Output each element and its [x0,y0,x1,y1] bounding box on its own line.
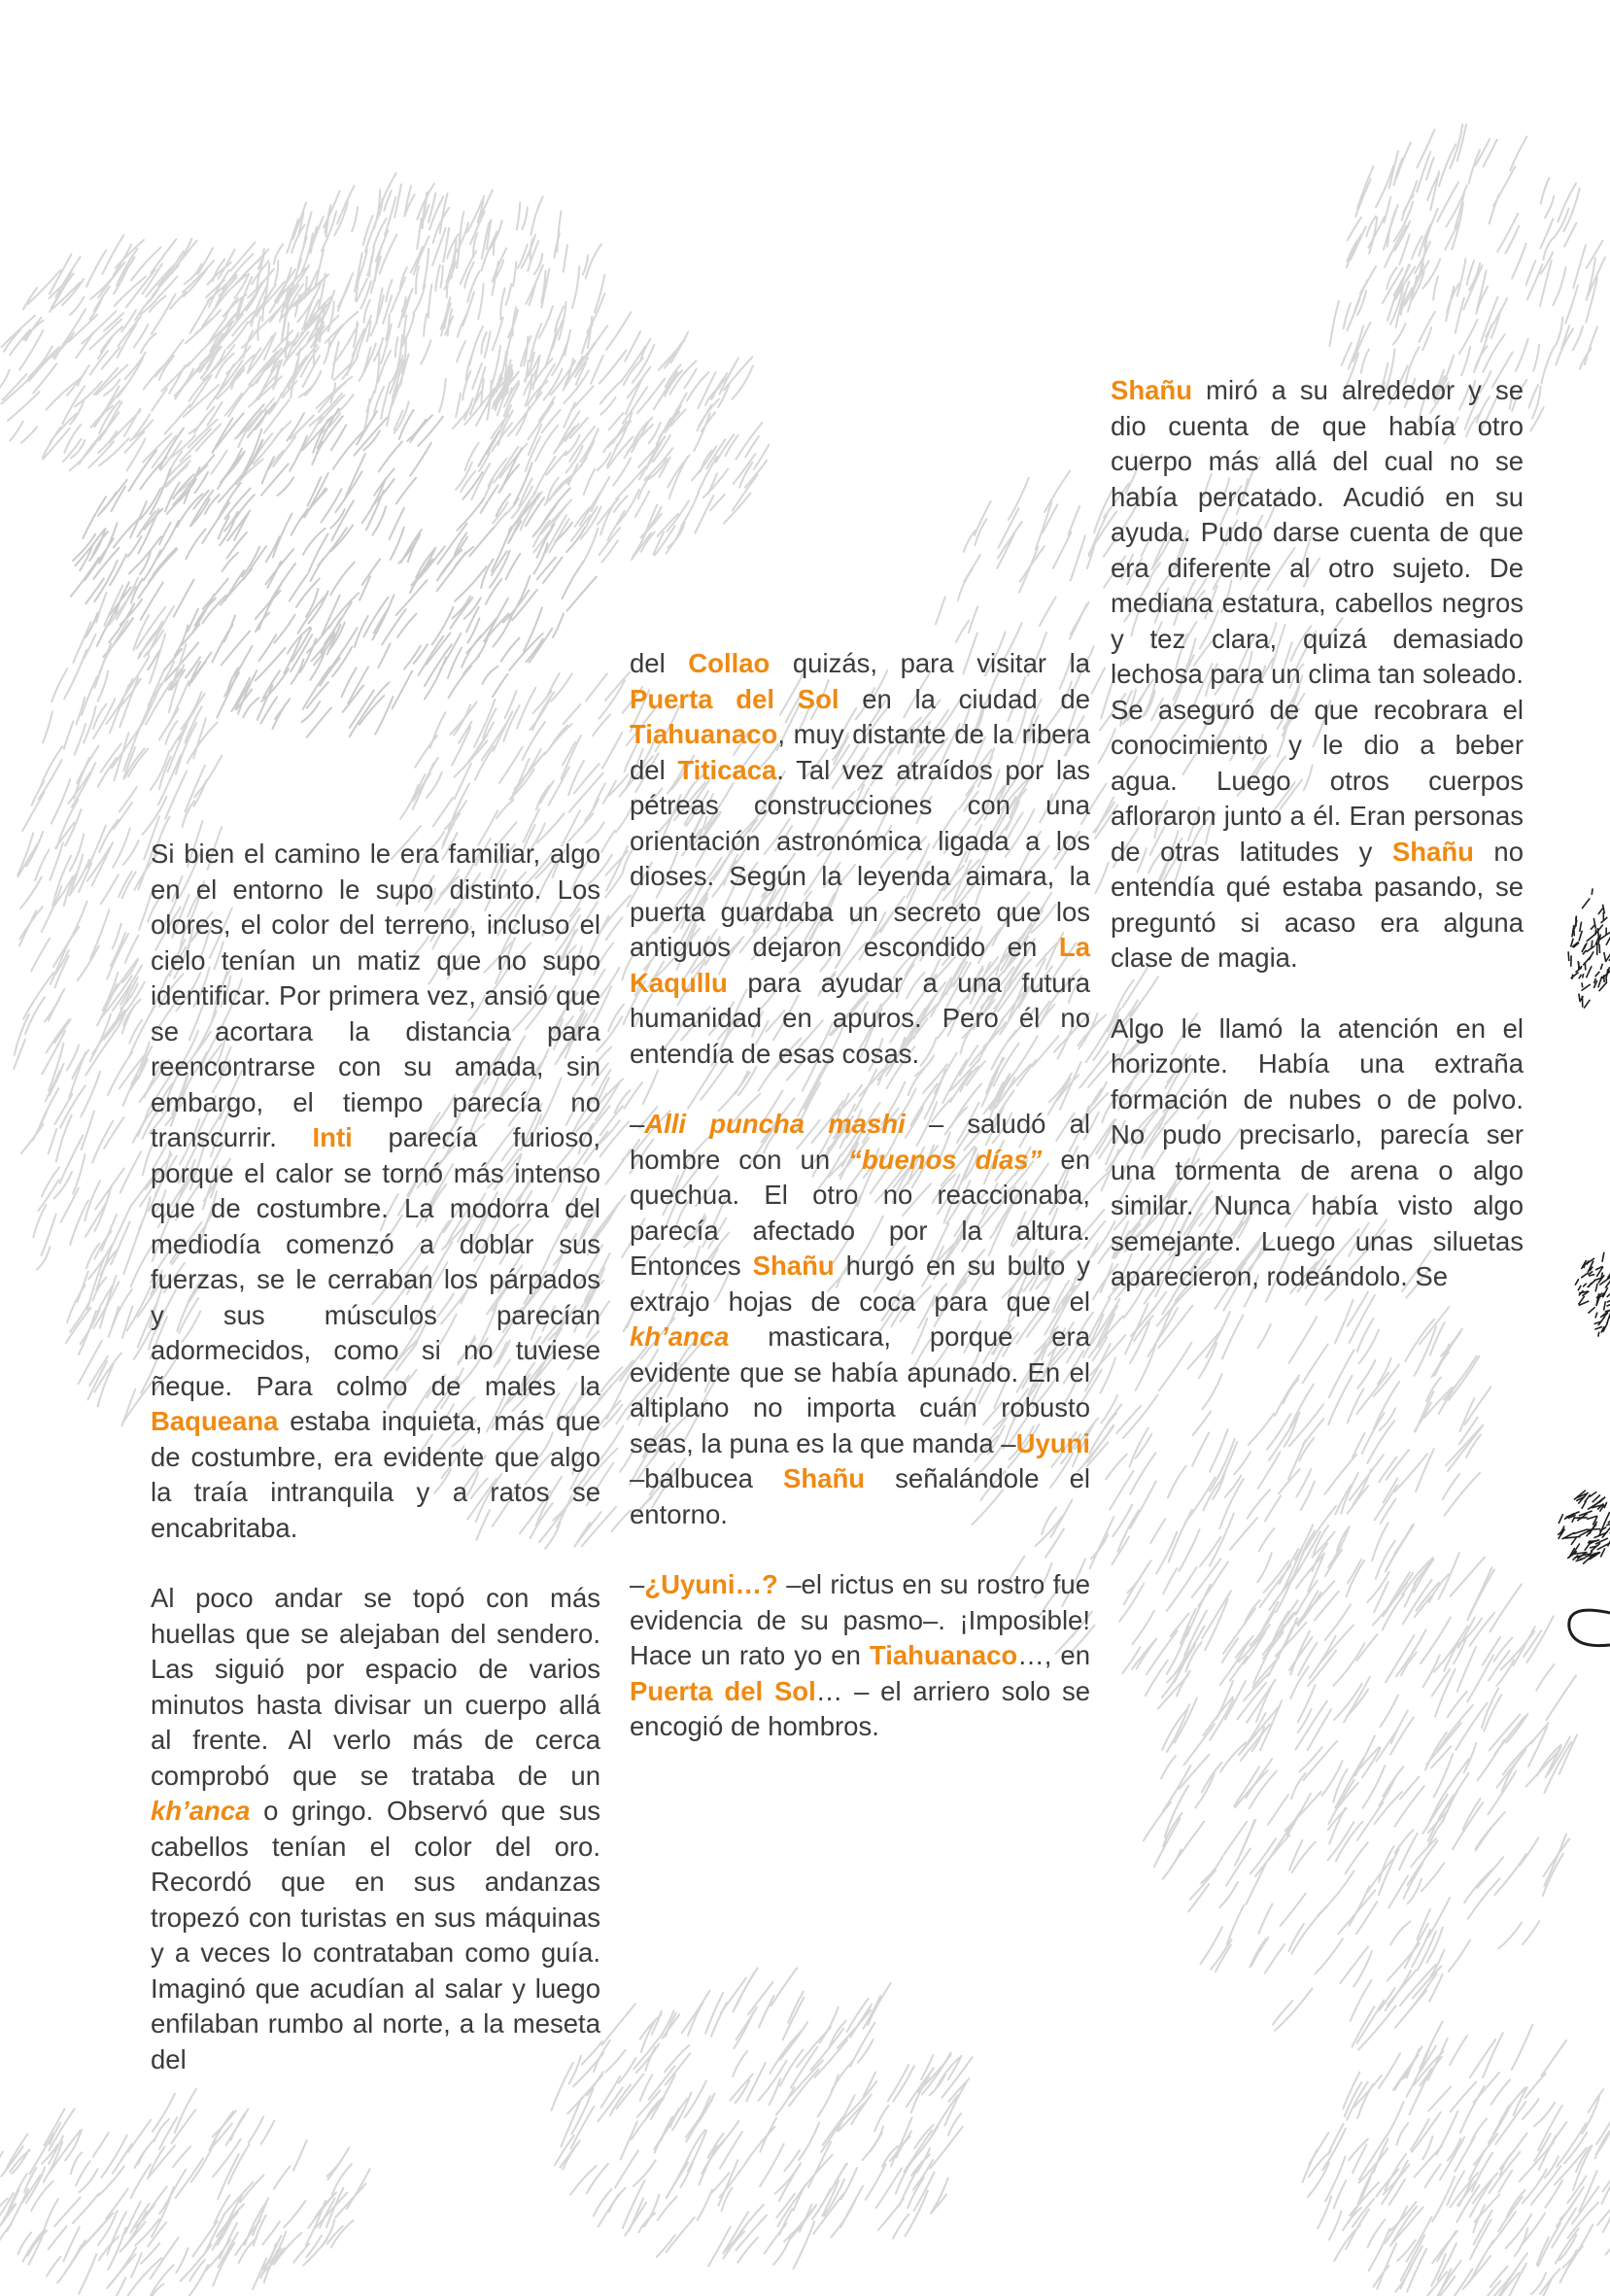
hatch-patch [1144,1523,1577,2049]
text-run: parecía furioso, porque el calor se tornó más intenso que de costumbre. La modorra del mediodía comenzó a doblar sus fuerzas, se le cerraban los párpados y sus músculos parecían adormecidos, como si no tuviese ñeque. Para colmo de males la [151,1122,601,1401]
text-run: hurgó en su bulto y extrajo hojas de coca para que el [630,1251,1090,1317]
text-run: señalándole el entorno. [630,1463,1090,1529]
paragraph [151,837,600,1546]
text-run: … – el arriero solo se encogió de hombros. [630,1675,1091,1741]
text-column-middle [630,646,1090,1745]
ink-hook [1569,1610,1610,1645]
hatch-patch [552,1968,973,2268]
ink-sketch [1575,1252,1610,1337]
highlighted-term: Baqueana [151,1406,279,1436]
hatch-patch [0,235,359,493]
text-run: –balbucea [630,1463,784,1493]
highlighted-term: Shañu [1111,375,1193,405]
text-run: –el rictus en su rostro fue evidencia de su pasmo–. ¡Imposible! Hace un rato yo en [630,1569,1090,1670]
text-run: miró a su alrededor y se dio cuenta de que había otro cuerpo más allá del cual no se había percatado. Acudió en su ayuda. Pudo darse cuenta de que era diferente al otro sujeto. De mediana estatura, cabellos negros y tez clara, quizá demasiado lechosa para un clima tan soleado. Se aseguró de que recobrara el conocimiento y le dio a beber agua. Luego otros cuerpos afloraron junto a él. Eran personas de otras latitudes y [1111,375,1524,867]
text-run: Si bien el camino le era familiar, algo en el entorno le supo distinto. Los olores, el color del terreno, incluso el cielo tenían un matiz que no supo identificar. Por primera vez, ansió que se acortara la distancia para reencontrarse con su amada, sin embargo, el tiempo parecía no transcurrir. [151,839,600,1152]
highlighted-term: Puerta del Sol [630,1675,816,1706]
ink-sketch [1558,1491,1610,1564]
text-run: …, en [1017,1640,1090,1670]
text-run: , muy distante de la ribera del [630,719,1090,785]
hatch-patch [71,403,597,737]
highlighted-term: Inti [312,1122,353,1152]
highlighted-term: Shañu [783,1463,866,1493]
ink-sketch [1568,888,1610,1008]
paragraph [151,1581,600,2077]
highlighted-term: Tiahuanaco [869,1640,1018,1670]
text-run: Algo le llamó la atención en el horizonte. Había una extraña formación de nubes o de polvo. No pudo precisarlo, parecía ser una tormenta de arena o algo similar. Nunca había visto algo semejante. Luego unas siluetas aparecieron, rodeándolo. Se [1111,1012,1524,1291]
highlighted-term: La Kaqullu [630,932,1090,998]
text-run: en quechua. El otro no reaccionaba, parecía afectado por la altura. Entonces [630,1144,1090,1281]
text-run: – [630,1109,645,1139]
highlighted-term: Shañu [752,1251,835,1281]
paragraph [630,1107,1090,1532]
text-run: quizás, para visitar la [770,648,1090,678]
highlighted-term: Puerta del Sol [630,683,839,714]
highlighted-term: Uyuni [1015,1427,1090,1458]
highlighted-term: Alli puncha mashi [644,1109,906,1139]
text-run: o gringo. Observó que sus cabellos tenían el color del oro. Recordó que en sus andanzas tropezó con turistas en sus máquinas y a veces lo contrataban como guía. Imaginó que acudían al salar y luego enfilaban rumbo al norte, a la meseta del [151,1796,600,2074]
text-column-right [1111,373,1524,1295]
highlighted-term: Shañu [1391,836,1474,867]
highlighted-term: “buenos días” [848,1144,1043,1175]
paragraph [1111,1011,1524,1295]
hatch-patch [0,2089,370,2296]
highlighted-term: Collao [688,648,771,678]
text-run: – [630,1569,645,1599]
highlighted-term: kh’anca [630,1321,730,1352]
highlighted-term: kh’anca [151,1796,251,1826]
highlighted-term: Tiahuanaco [630,719,778,749]
text-run: para ayudar a una futura humanidad en apuros. Pero él no entendía de esas cosas. [630,967,1090,1069]
text-run: en la ciudad de [839,683,1090,714]
text-column-left [151,837,600,2077]
text-run: . Tal vez atraídos por las pétreas construcciones con una orientación astronómica ligada a los dioses. Según la leyenda aimara, la puerta guardaba un secreto que los antiguos dejaron escondido en [630,754,1090,962]
text-run: del [630,648,689,678]
paragraph [630,1567,1090,1745]
paragraph [630,646,1090,1072]
text-run: no entendía qué estaba pasando, se preguntó si acaso era alguna clase de magia. [1111,836,1524,973]
text-run: masticara, porque era evidente que se había apunado. En el altiplano no importa cuán robusto seas, la puna es la que manda – [630,1321,1090,1458]
paragraph [1111,373,1524,977]
text-run: estaba inquieta, más que de costumbre, era evidente que algo la traía intranquila y a ratos se encabritaba. [151,1406,600,1543]
highlighted-term: ¿Uyuni…? [644,1569,778,1599]
text-run: – saludó al hombre con un [630,1109,1091,1175]
highlighted-term: Titicaca [677,754,777,785]
text-run: Al poco andar se topó con más huellas que se alejaban del sendero. Las siguió por espacio de varios minutos hasta divisar un cuerpo allá al frente. Al verlo más de cerca comprobó que se trataba de un [151,1583,600,1791]
hatch-patch [1302,2022,1610,2296]
